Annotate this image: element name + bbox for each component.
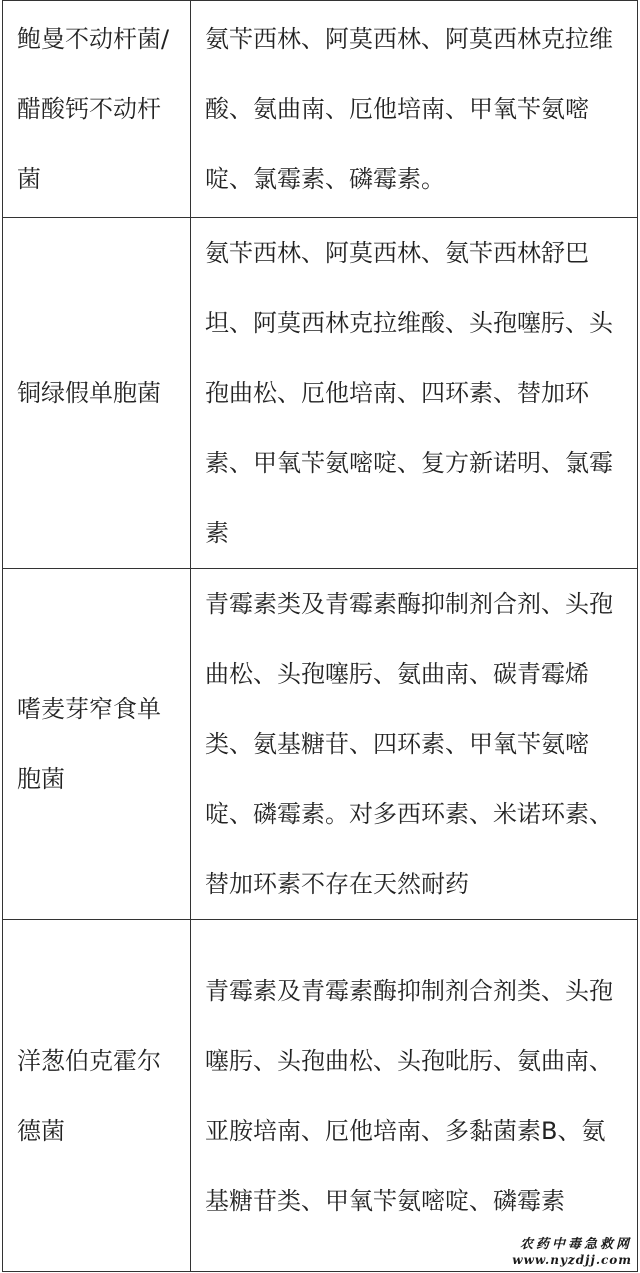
drug-list-cell: 氨苄西林、阿莫西林、阿莫西林克拉维酸、氨曲南、厄他培南、甲氧苄氨嘧啶、氯霉素、磷霉素。 bbox=[191, 1, 638, 218]
resistance-table bbox=[2, 0, 638, 1272]
table-row bbox=[3, 569, 638, 920]
bacteria-name-cell: 嗜麦芽窄食单胞菌 bbox=[3, 569, 191, 920]
watermark-site-name: 农药中毒急救网 bbox=[519, 1237, 632, 1252]
bacteria-name-cell: 洋葱伯克霍尔德菌 bbox=[3, 920, 191, 1272]
watermark-url: www.nyzdjj.com bbox=[512, 1253, 632, 1267]
table-row bbox=[3, 920, 638, 1272]
bacteria-name-cell: 铜绿假单胞菌 bbox=[3, 218, 191, 569]
drug-list-cell: 青霉素类及青霉素酶抑制剂合剂、头孢曲松、头孢噻肟、氨曲南、碳青霉烯类、氨基糖苷、四环素、甲氧苄氨嘧啶、磷霉素。对多西环素、米诺环素、替加环素不存在天然耐药 bbox=[191, 569, 638, 920]
drug-list-cell: 氨苄西林、阿莫西林、氨苄西林舒巴坦、阿莫西林克拉维酸、头孢噻肟、头孢曲松、厄他培南、四环素、替加环素、甲氧苄氨嘧啶、复方新诺明、氯霉素 bbox=[191, 218, 638, 569]
table-row bbox=[3, 1, 638, 218]
bacteria-name-cell: 鲍曼不动杆菌/醋酸钙不动杆菌 bbox=[3, 1, 191, 218]
drug-list-cell: 青霉素及青霉素酶抑制剂合剂类、头孢噻肟、头孢曲松、头孢吡肟、氨曲南、亚胺培南、厄他培南、多黏菌素B、氨基糖苷类、甲氧苄氨嘧啶、磷霉素 bbox=[191, 920, 638, 1272]
table-row bbox=[3, 218, 638, 569]
site-watermark bbox=[512, 1237, 632, 1267]
